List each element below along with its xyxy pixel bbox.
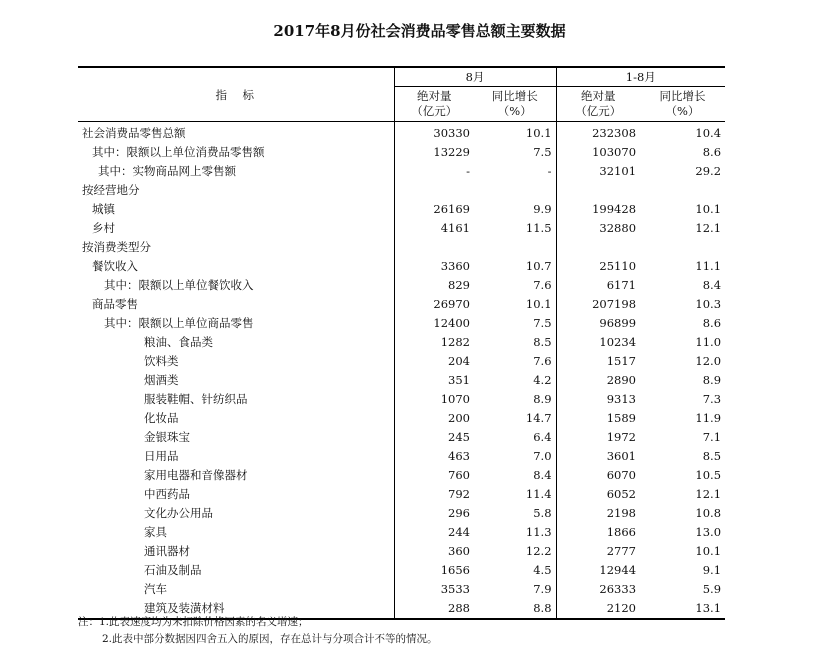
row-label: 其中：限额以上单位餐饮收入 bbox=[78, 276, 394, 295]
ytd-abs-value: 3601 bbox=[606, 449, 637, 463]
table-row bbox=[78, 219, 725, 238]
month-yoy-value: 7.0 bbox=[474, 447, 556, 466]
row-label: 金银珠宝 bbox=[78, 428, 394, 447]
row-label: 家用电器和音像器材 bbox=[78, 466, 394, 485]
month-abs-value: 26169 bbox=[433, 202, 470, 216]
row-label: 汽车 bbox=[78, 580, 394, 599]
row-label: 城镇 bbox=[78, 200, 394, 219]
month-yoy-value: 11.5 bbox=[474, 219, 556, 238]
row-label: 餐饮收入 bbox=[78, 257, 394, 276]
month-abs-value: 26970 bbox=[433, 297, 470, 311]
ytd-yoy-value: 8.6 bbox=[702, 145, 722, 159]
month-yoy-value bbox=[474, 181, 556, 200]
ytd-yoy-value: 10.4 bbox=[695, 126, 722, 140]
table-body bbox=[78, 122, 725, 620]
ytd-abs-value bbox=[556, 238, 640, 257]
month-yoy-value: 10.1 bbox=[474, 122, 556, 144]
table-row bbox=[78, 485, 725, 504]
row-label: 粮油、食品类 bbox=[78, 333, 394, 352]
month-abs-value: 204 bbox=[448, 354, 470, 368]
ytd-yoy-value: 29.2 bbox=[695, 164, 722, 178]
month-yoy-value: 7.9 bbox=[474, 580, 556, 599]
month-yoy-value: 7.6 bbox=[474, 276, 556, 295]
ytd-abs-value: 103070 bbox=[592, 145, 637, 159]
month-yoy-value: 8.8 bbox=[474, 599, 556, 619]
row-label: 文化办公用品 bbox=[78, 504, 394, 523]
month-abs-value: 288 bbox=[394, 599, 474, 619]
ytd-abs-value: 2198 bbox=[606, 506, 637, 520]
table-row bbox=[78, 181, 725, 200]
ytd-abs-value: 1972 bbox=[606, 430, 637, 444]
month-abs-value: 1070 bbox=[440, 392, 470, 406]
month-abs-value bbox=[394, 181, 474, 200]
month-abs-value: 760 bbox=[448, 468, 470, 482]
table-row bbox=[78, 352, 725, 371]
ytd-yoy-value bbox=[640, 181, 725, 200]
table-row bbox=[78, 143, 725, 162]
ytd-abs-value: 6171 bbox=[606, 278, 637, 292]
row-label: 烟酒类 bbox=[78, 371, 394, 390]
ytd-abs-value: 32101 bbox=[599, 164, 637, 178]
ytd-abs-value: 2890 bbox=[606, 373, 637, 387]
row-label: 商品零售 bbox=[78, 295, 394, 314]
month-yoy-value: - bbox=[474, 162, 556, 181]
ytd-yoy-value: 10.1 bbox=[695, 544, 722, 558]
table-row bbox=[78, 122, 725, 144]
ytd-abs-value: 2777 bbox=[606, 544, 637, 558]
row-label: 化妆品 bbox=[78, 409, 394, 428]
footnote-2: 2.此表中部分数据因四舍五入的原因，存在总计与分项合计不等的情况。 bbox=[102, 633, 438, 645]
table-row bbox=[78, 428, 725, 447]
indicator-header: 指 标 bbox=[78, 67, 394, 122]
table-row bbox=[78, 504, 725, 523]
ytd-abs-value: 32880 bbox=[599, 221, 637, 235]
month-yoy-value: 11.3 bbox=[474, 523, 556, 542]
month-abs-value bbox=[394, 238, 474, 257]
table-row bbox=[78, 561, 725, 580]
ytd-abs-value: 1589 bbox=[606, 411, 637, 425]
month-abs-value: 1656 bbox=[440, 563, 470, 577]
period-header-ytd: 1-8月 bbox=[556, 67, 725, 87]
month-abs-value: 13229 bbox=[433, 145, 470, 159]
ytd-yoy-value: 8.9 bbox=[702, 373, 722, 387]
yoy-header-line2: （%） bbox=[665, 104, 700, 118]
month-abs-value: - bbox=[466, 164, 470, 178]
month-yoy-value: 10.1 bbox=[474, 295, 556, 314]
abs-header-line1: 绝对量 bbox=[417, 89, 452, 103]
footnote-1: 注：1.此表速度均为未扣除价格因素的名义增速； bbox=[78, 616, 309, 628]
abs-header-line2: （亿元） bbox=[575, 104, 622, 118]
month-yoy-value: 11.4 bbox=[474, 485, 556, 504]
row-label: 其中：限额以上单位消费品零售额 bbox=[78, 143, 394, 162]
row-label: 按消费类型分 bbox=[78, 238, 394, 257]
row-label: 社会消费品零售总额 bbox=[78, 122, 394, 144]
ytd-yoy-value: 5.9 bbox=[702, 582, 722, 596]
ytd-abs-value: 199428 bbox=[592, 202, 637, 216]
period-header-month: 8月 bbox=[394, 67, 556, 87]
table-row bbox=[78, 542, 725, 561]
month-abs-value: 463 bbox=[448, 449, 470, 463]
month-abs-value: 3533 bbox=[440, 582, 470, 596]
row-label: 饮料类 bbox=[78, 352, 394, 371]
yoy-header-line1: 同比增长 bbox=[659, 89, 706, 103]
ytd-abs-value: 10234 bbox=[599, 335, 637, 349]
table-row bbox=[78, 162, 725, 181]
ytd-yoy-value: 13.1 bbox=[640, 599, 725, 619]
month-abs-value: 296 bbox=[448, 506, 470, 520]
ytd-yoy-value: 11.0 bbox=[695, 335, 722, 349]
ytd-yoy-value: 12.1 bbox=[695, 221, 722, 235]
ytd-yoy-value: 10.3 bbox=[695, 297, 722, 311]
abs-header-line2: （亿元） bbox=[411, 104, 458, 118]
abs-header-line1: 绝对量 bbox=[581, 89, 616, 103]
ytd-yoy-value: 11.9 bbox=[695, 411, 722, 425]
ytd-yoy-value: 7.1 bbox=[702, 430, 722, 444]
month-abs-value: 12400 bbox=[433, 316, 470, 330]
month-abs-value: 200 bbox=[448, 411, 470, 425]
row-label: 建筑及装潢材料 bbox=[78, 599, 394, 619]
ytd-abs-value: 9313 bbox=[606, 392, 637, 406]
ytd-yoy-value: 10.1 bbox=[695, 202, 722, 216]
month-yoy-value: 7.5 bbox=[474, 143, 556, 162]
table-row bbox=[78, 409, 725, 428]
ytd-yoy-value: 7.3 bbox=[702, 392, 722, 406]
month-abs-value: 792 bbox=[448, 487, 470, 501]
table-row bbox=[78, 447, 725, 466]
month-abs-value: 4161 bbox=[440, 221, 470, 235]
row-label: 石油及制品 bbox=[78, 561, 394, 580]
ytd-abs-value bbox=[556, 181, 640, 200]
month-yoy-value: 4.2 bbox=[474, 371, 556, 390]
ytd-yoy-header bbox=[640, 87, 725, 122]
table-row bbox=[78, 276, 725, 295]
ytd-abs-value: 1866 bbox=[606, 525, 637, 539]
row-label: 服装鞋帽、针纺织品 bbox=[78, 390, 394, 409]
month-yoy-value: 5.8 bbox=[474, 504, 556, 523]
row-label: 乡村 bbox=[78, 219, 394, 238]
month-yoy-value: 7.5 bbox=[474, 314, 556, 333]
ytd-abs-value: 96899 bbox=[599, 316, 637, 330]
ytd-yoy-value: 12.0 bbox=[695, 354, 722, 368]
table-row bbox=[78, 314, 725, 333]
ytd-abs-value: 1517 bbox=[606, 354, 637, 368]
table-row bbox=[78, 333, 725, 352]
ytd-yoy-value: 11.1 bbox=[695, 259, 722, 273]
table-row bbox=[78, 580, 725, 599]
row-label: 家具 bbox=[78, 523, 394, 542]
row-label: 日用品 bbox=[78, 447, 394, 466]
month-yoy-value: 4.5 bbox=[474, 561, 556, 580]
row-label: 中西药品 bbox=[78, 485, 394, 504]
month-abs-header bbox=[394, 87, 474, 122]
ytd-yoy-value: 10.8 bbox=[695, 506, 722, 520]
month-yoy-value: 8.4 bbox=[474, 466, 556, 485]
month-yoy-value: 10.7 bbox=[474, 257, 556, 276]
ytd-abs-value: 6070 bbox=[606, 468, 637, 482]
ytd-abs-value: 12944 bbox=[599, 563, 637, 577]
ytd-yoy-value: 13.0 bbox=[695, 525, 722, 539]
ytd-yoy-value: 9.1 bbox=[702, 563, 722, 577]
table-row bbox=[78, 238, 725, 257]
month-yoy-value: 14.7 bbox=[474, 409, 556, 428]
month-yoy-value bbox=[474, 238, 556, 257]
month-yoy-value: 6.4 bbox=[474, 428, 556, 447]
ytd-abs-value: 26333 bbox=[599, 582, 637, 596]
month-abs-value: 829 bbox=[448, 278, 470, 292]
row-label: 其中：实物商品网上零售额 bbox=[78, 162, 394, 181]
table-row bbox=[78, 200, 725, 219]
retail-sales-table bbox=[78, 66, 725, 620]
table-row bbox=[78, 466, 725, 485]
month-abs-value: 245 bbox=[448, 430, 470, 444]
month-abs-value: 351 bbox=[448, 373, 470, 387]
table-row bbox=[78, 257, 725, 276]
month-yoy-value: 9.9 bbox=[474, 200, 556, 219]
table-header bbox=[78, 67, 725, 122]
yoy-header-line2: （%） bbox=[497, 104, 532, 118]
yoy-header-line1: 同比增长 bbox=[491, 89, 538, 103]
row-label: 其中：限额以上单位商品零售 bbox=[78, 314, 394, 333]
ytd-abs-value: 6052 bbox=[606, 487, 637, 501]
month-abs-value: 244 bbox=[448, 525, 470, 539]
row-label: 按经营地分 bbox=[78, 181, 394, 200]
month-abs-value: 3360 bbox=[440, 259, 470, 273]
month-yoy-value: 8.9 bbox=[474, 390, 556, 409]
ytd-abs-value: 2120 bbox=[556, 599, 640, 619]
table-row bbox=[78, 295, 725, 314]
header-row-periods bbox=[78, 67, 725, 87]
month-abs-value: 30330 bbox=[433, 126, 470, 140]
month-yoy-value: 8.5 bbox=[474, 333, 556, 352]
month-abs-value: 1282 bbox=[440, 335, 470, 349]
ytd-abs-value: 207198 bbox=[592, 297, 637, 311]
footnotes bbox=[78, 614, 438, 648]
ytd-yoy-value: 8.5 bbox=[702, 449, 722, 463]
page-title: 2017年8月份社会消费品零售总额主要数据 bbox=[273, 22, 566, 40]
ytd-abs-value: 232308 bbox=[592, 126, 637, 140]
table-row bbox=[78, 523, 725, 542]
table-row bbox=[78, 371, 725, 390]
ytd-yoy-value: 8.4 bbox=[702, 278, 722, 292]
month-yoy-header bbox=[474, 87, 556, 122]
row-label: 通讯器材 bbox=[78, 542, 394, 561]
ytd-yoy-value: 10.5 bbox=[695, 468, 722, 482]
table-row bbox=[78, 390, 725, 409]
month-yoy-value: 7.6 bbox=[474, 352, 556, 371]
ytd-yoy-value: 8.6 bbox=[702, 316, 722, 330]
ytd-abs-value: 25110 bbox=[599, 259, 637, 273]
ytd-yoy-value: 12.1 bbox=[695, 487, 722, 501]
month-yoy-value: 12.2 bbox=[474, 542, 556, 561]
month-abs-value: 360 bbox=[448, 544, 470, 558]
ytd-abs-header bbox=[556, 87, 640, 122]
ytd-yoy-value bbox=[640, 238, 725, 257]
